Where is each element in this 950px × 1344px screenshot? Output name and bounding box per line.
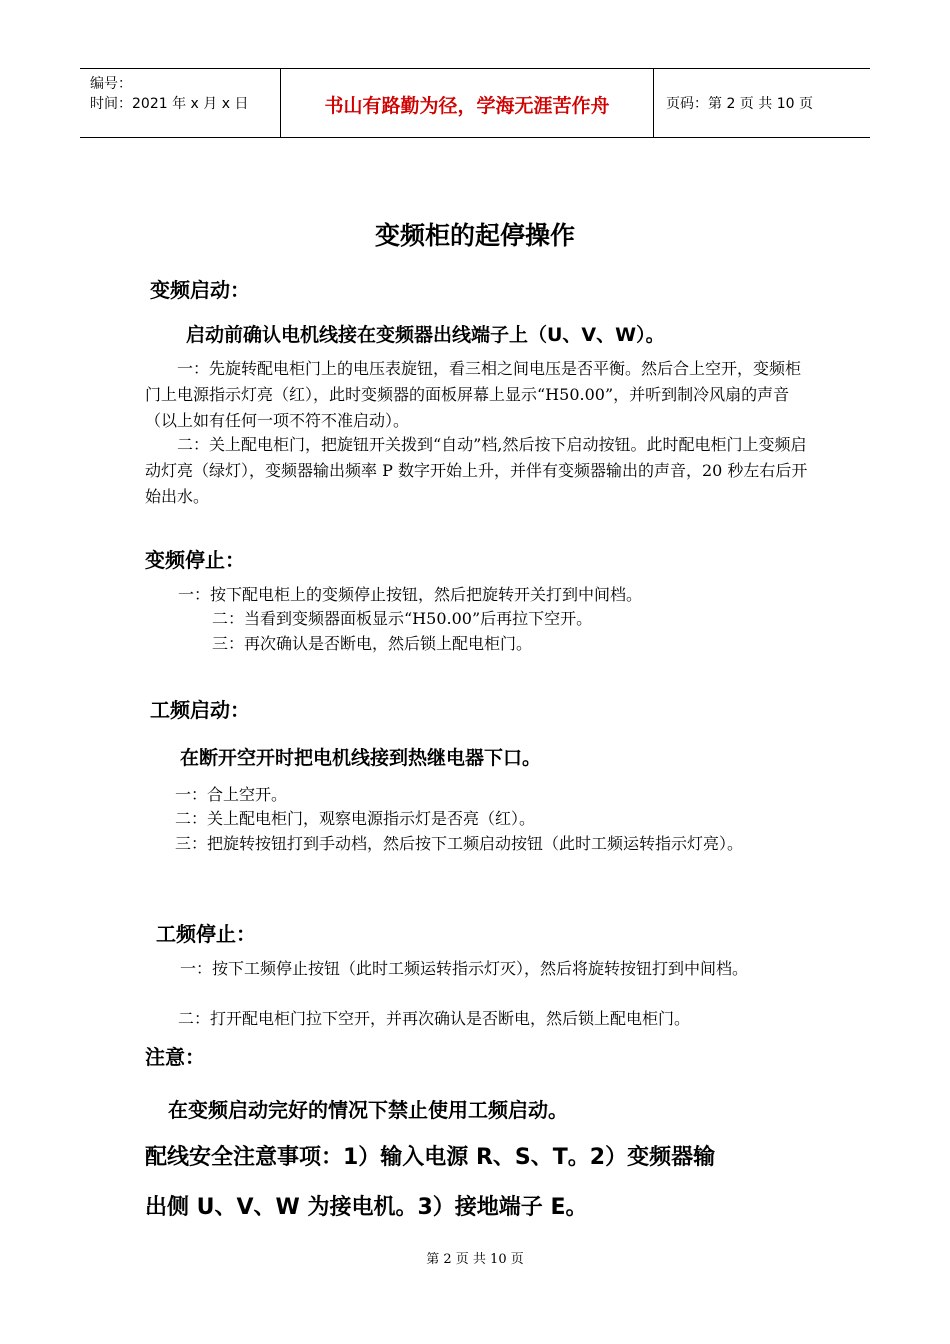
time-label: 时间：2021 年 x 月 x 日 (90, 96, 249, 112)
vf-start-heading: 变频启动： (150, 278, 250, 302)
pf-stop-para-1: 一：按下工频停止按钮（此时工频运转指示灯灭），然后将旋转按钮打到中间档。 (180, 959, 749, 978)
vf-stop-line-3: 三：再次确认是否断电，然后锁上配电柜门。 (212, 634, 533, 653)
vf-start-para-1: 一：先旋转配电柜门上的电压表旋钮，看三相之间电压是否平衡。然后合上空开，变频柜门上电源指示灯亮（红），此时变频器的面板屏幕上显示“H50.00”，并听到制冷风扇的声音（以上如有任何一项不符不准启动）。 (145, 359, 802, 430)
pf-start-line-1: 一：合上空开。 (175, 785, 288, 804)
pf-start-subheading: 在断开空开时把电机线接到热继电器下口。 (180, 747, 542, 769)
vf-stop-heading: 变频停止： (145, 548, 245, 572)
page-info: 页码：第 2 页 共 10 页 (666, 96, 813, 112)
vf-start-para-2: 二：关上配电柜门，把旋钮开关拨到“自动”档,然后按下启动按钮。此时配电柜门上变频启动灯亮（绿灯），变频器输出频率 P 数字开始上升，并伴有变频器输出的声音，20 秒左右后开始出水。 (145, 435, 808, 506)
pf-start-line-2: 二：关上配电柜门，观察电源指示灯是否亮（红）。 (175, 809, 536, 828)
page-footer: 第 2 页 共 10 页 (426, 1252, 524, 1267)
motto-text: 书山有路勤为径，学海无涯苦作舟 (324, 95, 610, 117)
pf-stop-heading: 工频停止： (156, 922, 256, 946)
pf-start-para-3: 三：把旋转按钮打到手动档，然后按下工频启动按钮（此时工频运转指示灯亮）。 (175, 834, 744, 853)
pf-stop-line-2: 二：打开配电柜门拉下空开，并再次确认是否断电，然后锁上配电柜门。 (178, 1009, 691, 1028)
vf-stop-line-1: 一：按下配电柜上的变频停止按钮，然后把旋转开关打到中间档。 (178, 585, 643, 604)
wiring-note-line-1: 配线安全注意事项：1）输入电源 R、S、T。2）变频器输 (145, 1145, 716, 1170)
header-motto-cell (281, 69, 654, 137)
note-text: 在变频启动完好的情况下禁止使用工频启动。 (168, 1098, 568, 1122)
number-label: 编号： (90, 76, 132, 92)
header-info-cell (80, 69, 281, 137)
vf-start-subheading: 启动前确认电机线接在变频器出线端子上（U、V、W）。 (186, 324, 665, 346)
vf-stop-line-2: 二：当看到变频器面板显示“H50.00”后再拉下空开。 (212, 609, 593, 628)
wiring-note-line-2: 出侧 U、V、W 为接电机。3）接地端子 E。 (145, 1195, 588, 1220)
header-table (80, 68, 870, 138)
pf-start-heading: 工频启动： (150, 698, 250, 722)
note-heading: 注意： (145, 1045, 205, 1069)
page-title: 变频柜的起停操作 (374, 221, 575, 250)
